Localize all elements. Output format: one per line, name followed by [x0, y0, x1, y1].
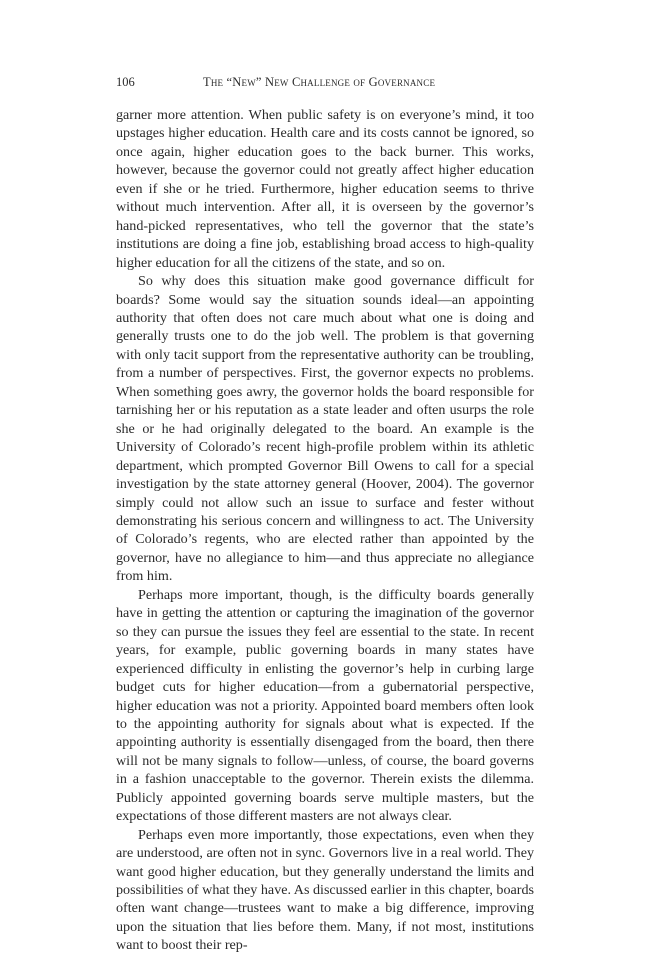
paragraph: So why does this situation make good governance difficult for boards? Some would say the situation sounds ideal—an appointing authority that often does not care much about what one is doing and generally trusts one to do the job well. The problem is that governing with only tacit support from the representative authority can be troubling, from a number of perspectives. First, the governor expects no problems. When something goes awry, the governor holds the board responsible for tarnishing her or his reputation as a state leader and often usurps the role she or he had originally delegated to the board. An example is the University of Colorado’s recent high-profile problem within its athletic department, which prompted Governor Bill Owens to call for a special investigation by the state attorney general (Hoover, 2004). The governor simply could not allow such an issue to surface and fester without demonstrating his serious concern and willingness to act. The University of Colorado’s regents, who are elected rather than appointed by the governor, have no allegiance to him—and thus appreciate no allegiance from him.: [116, 273, 534, 585]
running-title: The “New” New Challenge of Governance: [203, 75, 436, 89]
body-text: [116, 106, 534, 955]
paragraph-continued: garner more attention. When public safety is on everyone’s mind, it too upstages higher education. Health care and its costs cannot be ignored, so once again, higher education goes to the back burner. This works, however, because the governor could not greatly affect higher education even if she or he tried. Furthermore, higher education seems to thrive without much intervention. After all, it is overseen by the governor’s hand-picked representatives, who tell the governor that the state’s institutions are doing a fine job, establishing broad access to high-quality higher education for all the citizens of the state, and so on.: [116, 107, 534, 271]
running-head: [116, 72, 534, 92]
paragraph: Perhaps more important, though, is the difficulty boards generally have in getting the attention or capturing the imagination of the governor so they can pursue the issues they feel are essential to the state. In recent years, for example, public governing boards in many states have experienced difficulty in enlisting the governor’s help in curbing large budget cuts for higher education—from a gubernatorial perspective, higher education was not a priority. Appointed board members often look to the appointing authority for signals about what is expected. If the appointing authority is essentially disengaged from the board, then there will not be many signals to follow—unless, of course, the board governs in a fashion unacceptable to the governor. Therein exists the dilemma. Publicly appointed governing boards serve multiple masters, but the expectations of those different masters are not always clear.: [116, 586, 534, 825]
book-page: [116, 72, 534, 955]
page-number: 106: [116, 75, 135, 89]
paragraph: Perhaps even more importantly, those expectations, even when they are understood, are often not in sync. Governors live in a real world. They want good higher education, but they generally understand the limits and possibilities of what they have. As discussed earlier in this chapter, boards often want change—trustees want to make a big difference, improving upon the situation that lies before them. Many, if not most, institutions want to boost their rep-: [116, 826, 534, 954]
